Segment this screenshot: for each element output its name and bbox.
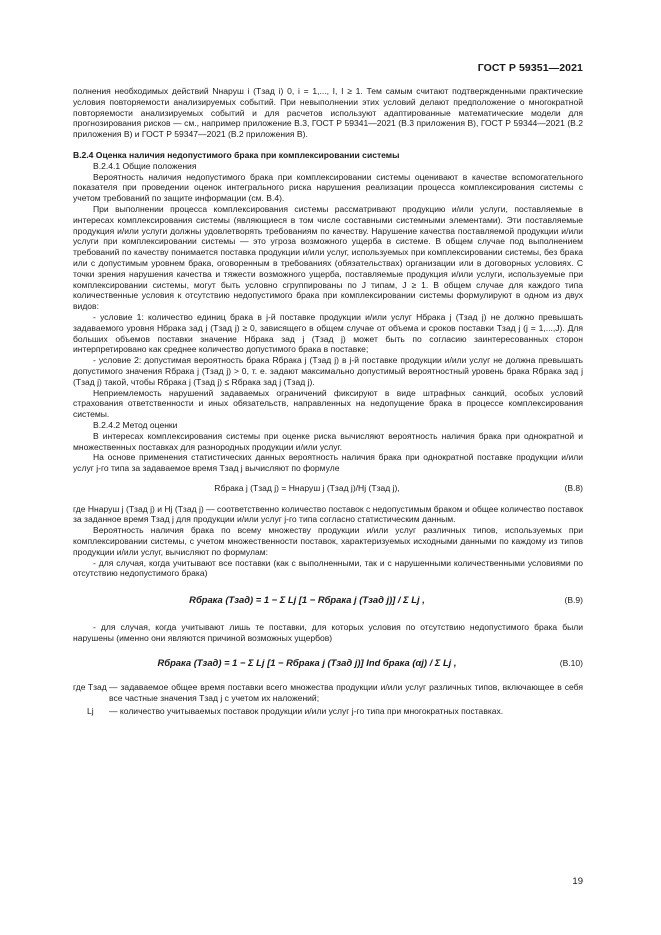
- paragraph: Вероятность наличия брака по всему множеству продукции и/или услуг различных типов, используемых при комплексировании системы, с учетом множественности поставок, характеризуемых исходными данными по каждому из типов продукции и/или услуг, вычисляют по формулам:: [73, 525, 583, 557]
- where-symbol: Lj: [87, 706, 94, 717]
- where-description: — задаваемое общее время поставки всего множества продукции и/или услуг различных типов, включающее в себя все частные значения Tзад j с учетом их наложений;: [109, 682, 583, 704]
- formula-b10-expression: Rбрака (Tзад) = 1 − Σ Lj [1 − Rбрака j (Tзад j)] Ind брака (αj) / Σ Lj ,: [157, 656, 457, 668]
- paragraph: где Hнаруш j (Tзад j) и Hj (Tзад j) — соответственно количество поставок с недопустимым браком и общее количество поставок за заданное время Tзад j для продукции и/или услуг j-го типа согласно статистическим данным.: [73, 503, 583, 525]
- formula-b10: [73, 658, 583, 669]
- where-symbol: где Tзад: [73, 682, 107, 693]
- subsection-title-general: В.2.4.1 Общие положения: [93, 160, 197, 171]
- formula-b8-expression: Rбрака j (Tзад j) = Hнаруш j (Tзад j)/Hj (Tзад j),: [214, 482, 400, 493]
- section-title: В.2.4 Оценка наличия недопустимого брака при комплексировании системы: [73, 149, 400, 160]
- where-item: [73, 706, 583, 717]
- formula-b8: [73, 483, 583, 494]
- formula-b9: [73, 595, 583, 606]
- formula-b9-number: (В.9): [564, 595, 583, 606]
- paragraph: В интересах комплексирования системы при оценке риска вычисляют вероятность наличия брака при однократной и множественных поставках для разнородных продукции и/или услуг.: [73, 430, 583, 452]
- list-item-case-all: - для случая, когда учитывают все поставки (как с выполненными, так и с нарушенными количественными условиями по отсутствию недопустимого брака): [73, 557, 583, 579]
- subsection-title-method: В.2.4.2 Метод оценки: [93, 419, 178, 430]
- where-item: [73, 682, 583, 704]
- formula-b10-number: (В.10): [559, 657, 583, 668]
- list-item-condition-2: - условие 2: допустимая вероятность брака Rбрака j (Tзад j) в j-й поставке продукции и/или услуг не должна превышать допустимого значения Rбрака j (Tзад j) > 0, т. е. задают максимально допустимый вероятностный уровень брака Rбрака зад j (Tзад j) такой, чтобы Rбрака j (Tзад j) ≤ Rбрака зад j (Tзад j).: [73, 355, 583, 387]
- paragraph: При выполнении процесса комплексирования системы рассматривают продукцию и/или услуги, поставляемые в интересах комплексирования системы (являющиеся в том числе составными системными элементами). Эти поставляемые продукция и/или услуги должны удовлетворять требованиям по качеству. Нарушение качества поставляемой продукции и/или услуги при комплексировании системы — это угроза возможного ущерба в системе. В общем случае под выполнением требований по качеству понимается поставка продукции и/или услуг, используемых при комплексировании системы, без брака или с допустимым уровнем брака, оговоренным в требованиях (обязательствах) организации или в договорных условиях. С точки зрения нарушения качества и тяжести возможного ущерба, поставляемые продукция и/или услуги, используемые при комплексировании системы, могут быть условно сгруппированы по J типам, J ≥ 1. В общем случае для каждого типа количественные условия к отсутствию недопустимого брака при комплексировании системы формулируют в одном из двух видов:: [73, 203, 583, 312]
- paragraph-intro: полнения необходимых действий Nнаруш i (Tзад i) 0, i = 1,..., I, I ≥ 1. Тем самым считают подтвержденными практические условия повторяемости анализируемых событий. При невыполнении этих условий делают предположение о многократной повторяемости анализируемых событий и для расчетов используют адаптированные математические модели для прогнозирования рисков — см., например приложение В.3, ГОСТ Р 59341—2021 (В.3 приложения В), ГОСТ Р 59344—2021 (В.2 приложения В) и ГОСТ Р 59347—2021 (В.2 приложения В).: [73, 86, 583, 140]
- document-code: ГОСТ Р 59351—2021: [477, 62, 583, 74]
- paragraph: На основе применения статистических данных вероятность наличия брака при однократной поставке продукции и/или услуг j-го типа за задаваемое время Tзад j вычисляют по формуле: [73, 452, 583, 474]
- paragraph: Вероятность наличия недопустимого брака при комплексировании системы оценивают в качестве вспомогательного показателя при проведении оценок интегрального риска нарушения реализации процесса комплексирования системы с учетом требований по защите информации (см. В.4).: [73, 171, 583, 204]
- where-description: — количество учитываемых поставок продукции и/или услуг j-го типа при многократных поставках.: [109, 706, 504, 717]
- page-body: [73, 86, 583, 717]
- formula-b8-number: (В.8): [564, 482, 583, 493]
- list-item-case-violated: - для случая, когда учитывают лишь те поставки, для которых условия по отсутствию недопустимого брака были нарушены (именно они являются причиной возможных ущербов): [73, 622, 583, 643]
- list-item-condition-1: - условие 1: количество единиц брака в j-й поставке продукции и/или услуг Hбрака j (Tзад j) не должно превышать задаваемого уровня Hбрака зад j (Tзад j) ≥ 0, зависящего в общем случае от объема и сроков поставки Tзад j (j = 1,...,J). Для больших объемов поставки значение Hбрака зад j (Tзад j) может быть по согласию заинтересованных сторон интерпретировано как среднее количество допустимого брака в поставке;: [73, 311, 583, 355]
- formula-b9-expression: Rбрака (Tзад) = 1 − Σ Lj [1 − Rбрака j (Tзад j)] / Σ Lj ,: [189, 594, 425, 606]
- page-number: 19: [572, 876, 583, 887]
- paragraph: Неприемлемость нарушений задаваемых ограничений фиксируют в виде штрафных санкций, особых условий страхования ответственности и иных обязательств, направленных на недопущение брака в процессе комплексирования системы.: [73, 387, 583, 420]
